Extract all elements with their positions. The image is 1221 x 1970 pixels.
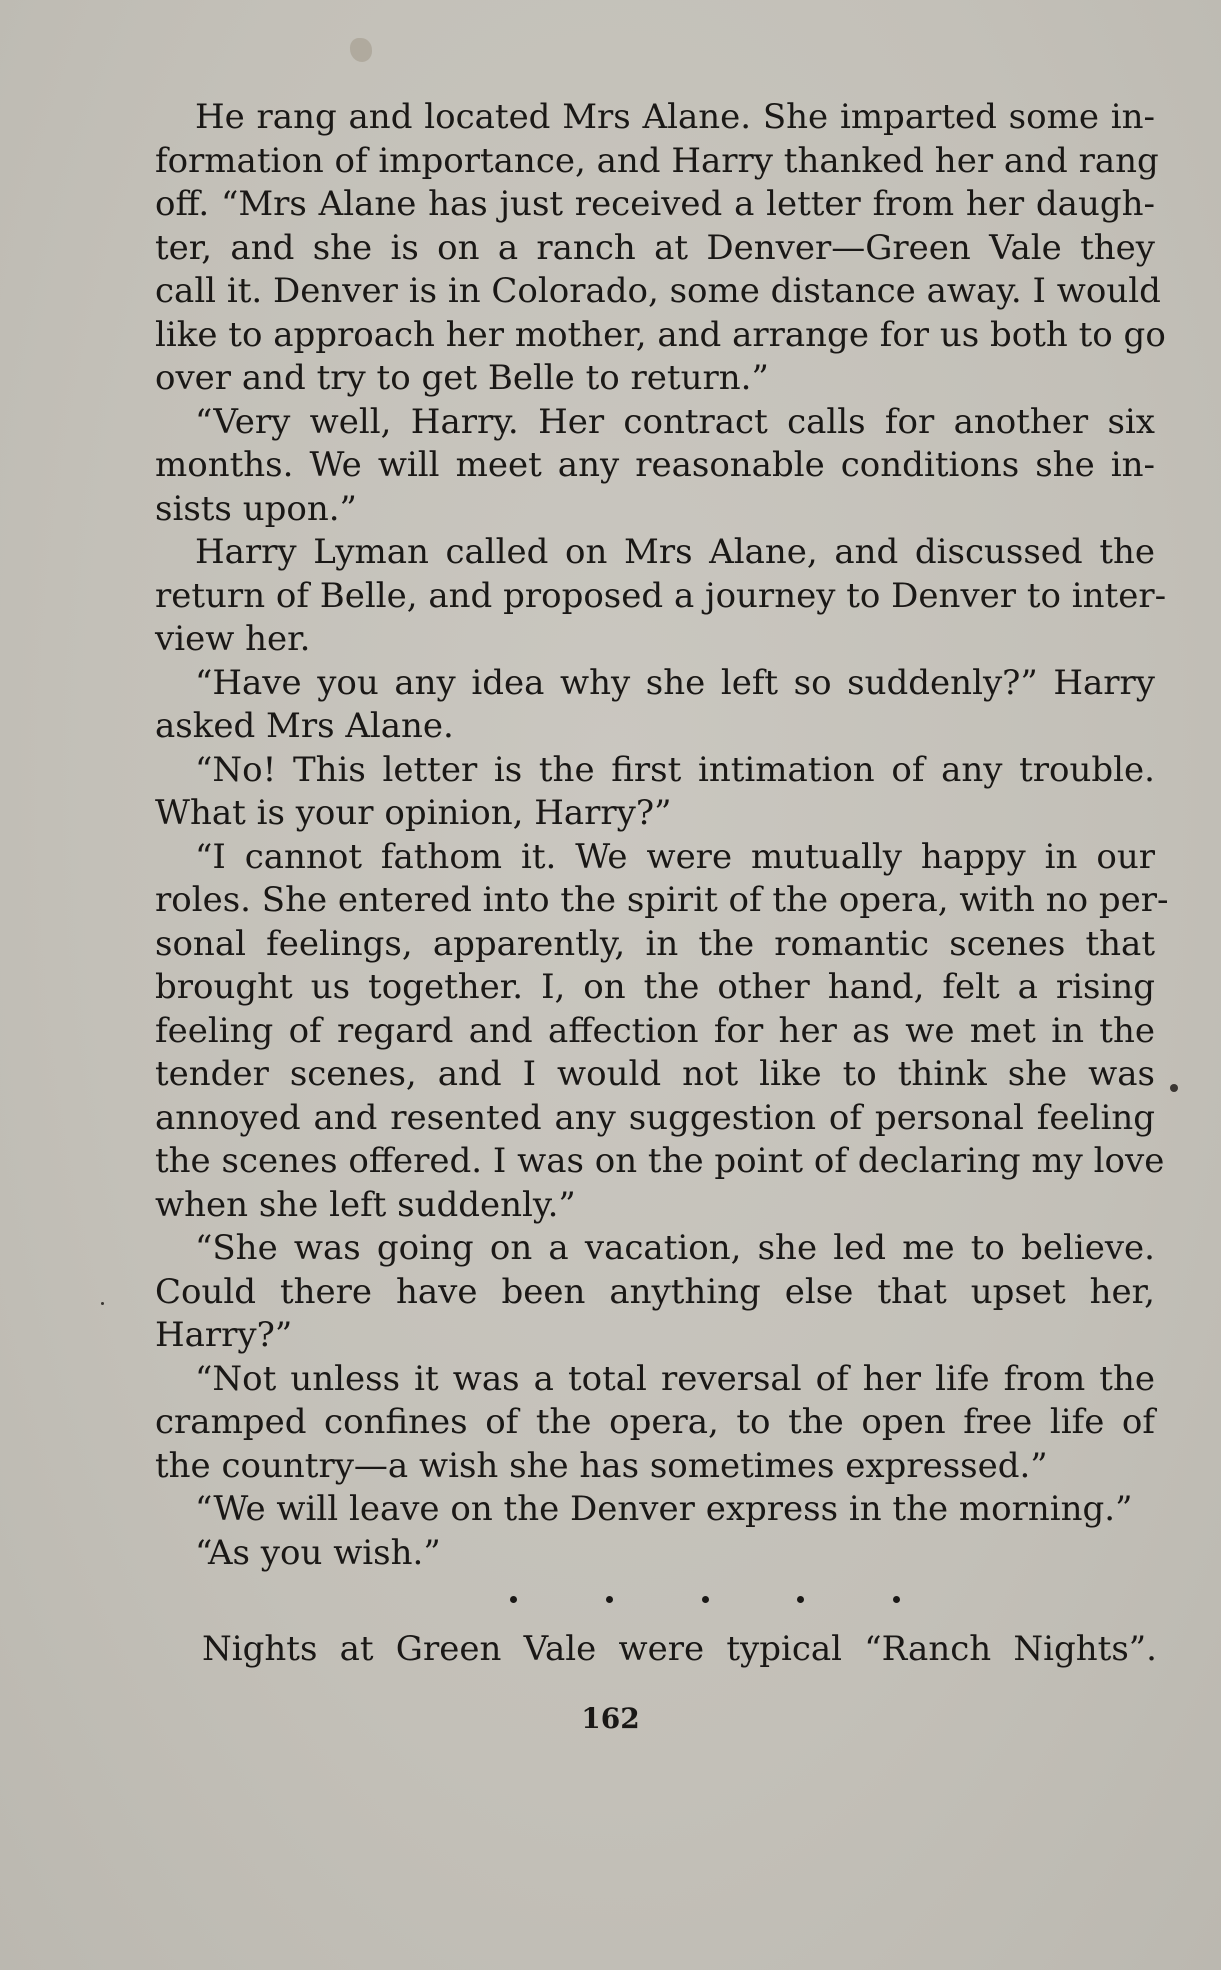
text-line: Could there have been anything else that upset her, bbox=[155, 1271, 1155, 1312]
text-line: over and try to get Belle to return.” bbox=[155, 358, 769, 398]
section-break-dot bbox=[893, 1596, 900, 1603]
section-break-dots bbox=[510, 1596, 900, 1603]
page-number: 162 bbox=[581, 1702, 640, 1735]
text-line: months. We will meet any reasonable conditions she in- bbox=[155, 445, 1155, 485]
text-line: ter, and she is on a ranch at Denver—Green Vale they bbox=[155, 227, 1155, 268]
text-line: when she left suddenly.” bbox=[155, 1184, 576, 1225]
text-line: sists upon.” bbox=[155, 488, 357, 529]
section-break-dot bbox=[797, 1596, 804, 1603]
text-line: “We will leave on the Denver express in the morning.” bbox=[195, 1489, 1133, 1529]
section-break-dot bbox=[702, 1596, 709, 1603]
text-line: brought us together. I, on the other hand, felt a rising bbox=[155, 967, 1155, 1007]
margin-mark bbox=[1170, 1084, 1178, 1092]
text-line: annoyed and resented any suggestion of personal feeling bbox=[155, 1097, 1155, 1138]
text-line: Harry?” bbox=[155, 1315, 293, 1355]
text-line: He rang and located Mrs Alane. She imparted some in- bbox=[195, 97, 1155, 137]
section-break-dot bbox=[606, 1596, 613, 1603]
text-line: “She was going on a vacation, she led me to believe. bbox=[195, 1228, 1155, 1268]
text-line: tender scenes, and I would not like to think she was bbox=[155, 1054, 1155, 1094]
text-line: Harry Lyman called on Mrs Alane, and discussed the bbox=[195, 532, 1155, 572]
text-line: formation of importance, and Harry thanked her and rang bbox=[155, 140, 1159, 181]
text-line: “Have you any idea why she left so suddenly?” Harry bbox=[195, 662, 1155, 703]
text-line: “As you wish.” bbox=[195, 1532, 441, 1573]
margin-speck bbox=[101, 1302, 104, 1305]
text-line: view her. bbox=[155, 619, 311, 659]
text-line: asked Mrs Alane. bbox=[155, 706, 454, 746]
text-line: the country—a wish she has sometimes expressed.” bbox=[155, 1445, 1048, 1486]
paper-stain bbox=[350, 38, 372, 62]
section-break-dot bbox=[510, 1596, 517, 1603]
text-line: What is your opinion, Harry?” bbox=[155, 793, 672, 833]
text-line: off. “Mrs Alane has just received a letter from her daugh- bbox=[155, 184, 1155, 224]
text-line: “I cannot fathom it. We were mutually happy in our bbox=[195, 836, 1155, 877]
text-line: roles. She entered into the spirit of the opera, with no per- bbox=[155, 880, 1169, 920]
closing-line: Nights at Green Vale were typical “Ranch Nights”. bbox=[202, 1629, 1157, 1669]
text-line: “Very well, Harry. Her contract calls for another six bbox=[195, 401, 1155, 442]
text-line: call it. Denver is in Colorado, some distance away. I would bbox=[155, 271, 1161, 311]
text-line: return of Belle, and proposed a journey to Denver to inter- bbox=[155, 575, 1167, 616]
text-line: “No! This letter is the first intimation of any trouble. bbox=[195, 749, 1155, 790]
text-line: sonal feelings, apparently, in the romantic scenes that bbox=[155, 923, 1155, 964]
text-line: cramped confines of the opera, to the open free life of bbox=[155, 1402, 1155, 1442]
body-text bbox=[155, 96, 1169, 1575]
text-line: like to approach her mother, and arrange for us both to go bbox=[155, 314, 1166, 355]
text-line: feeling of regard and affection for her as we met in the bbox=[155, 1010, 1155, 1051]
text-line: “Not unless it was a total reversal of her life from the bbox=[195, 1358, 1155, 1399]
text-line: the scenes offered. I was on the point of declaring my love bbox=[155, 1141, 1165, 1181]
